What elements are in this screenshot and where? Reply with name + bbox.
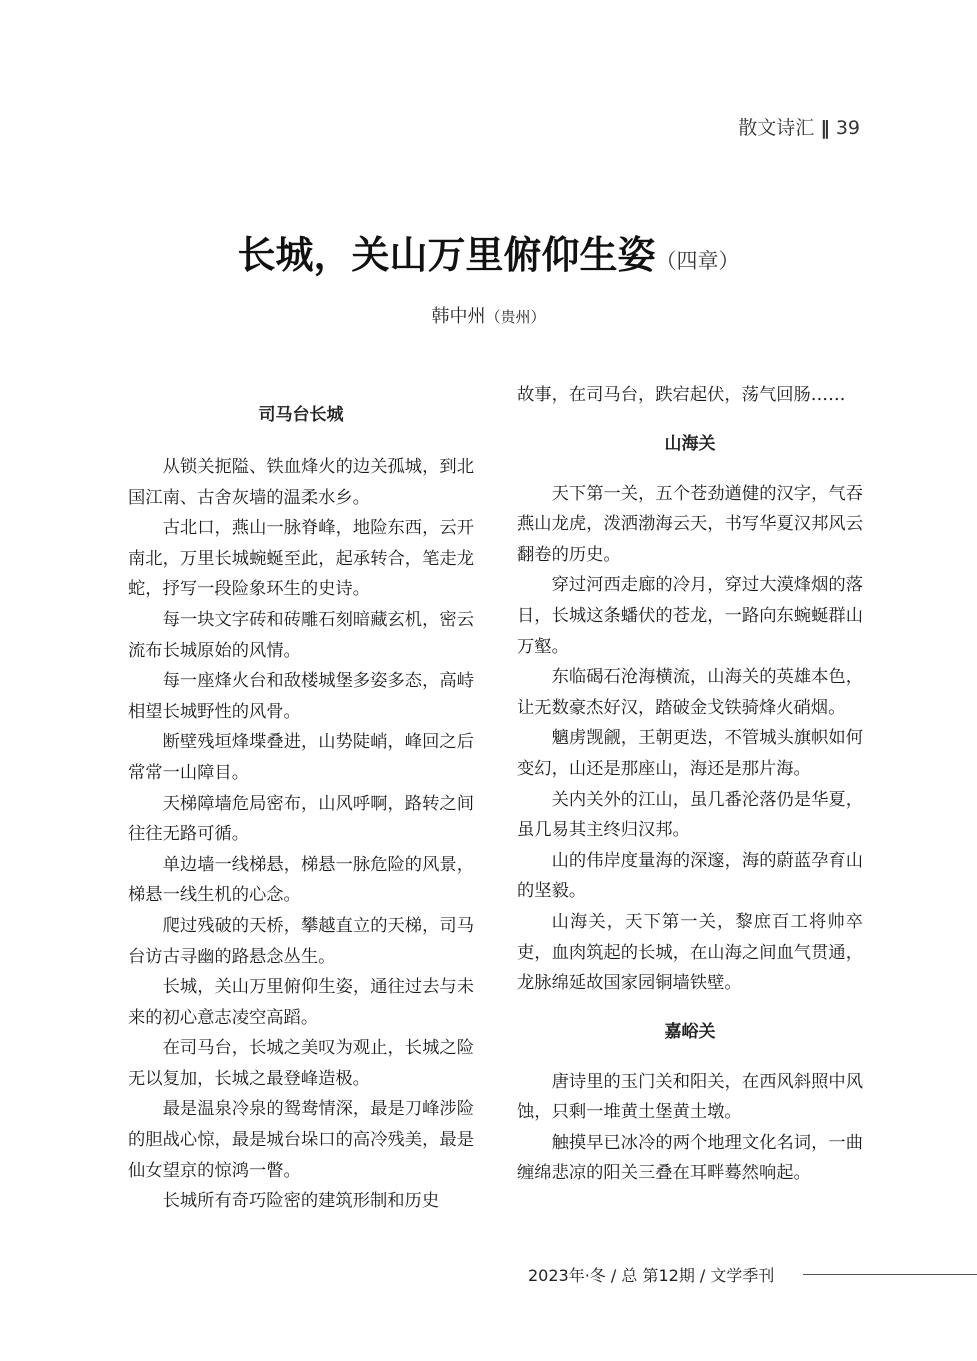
page-title: 长城，关山万里俯仰生姿 (237, 232, 656, 277)
paragraph: 从锁关扼隘、铁血烽火的边关孤城，到北国江南、古舍灰墙的温柔水乡。 (128, 457, 474, 508)
section-title-jiayuguan: 嘉峪关 (664, 1021, 716, 1042)
paragraph: 天梯障墙危局密布，山风呼啊，路转之间往往无路可循。 (128, 793, 474, 845)
paragraph: 古北口，燕山一脉脊峰，地险东西，云开南北，万里长城蜿蜒至此，起承转合，笔走龙蛇，抒写一段险象环生的史诗。 (128, 518, 474, 600)
author-place: （贵州） (485, 308, 546, 326)
paragraph: 触摸早已冰冷的两个地理文化名词，一曲缠绵悲凉的阳关三叠在耳畔蓦然响起。 (517, 1132, 863, 1184)
paragraph: 在司马台，长城之美叹为观止，长城之险无以复加，长城之最登峰造极。 (128, 1038, 474, 1089)
paragraph: 唐诗里的玉门关和阳关，在西风斜照中风蚀，只剩一堆黄土堡黄土墩。 (517, 1071, 863, 1123)
right-column (517, 380, 863, 1189)
section-title-simatai: 司马台长城 (258, 405, 344, 425)
paragraph: 单边墙一线梯悬，梯悬一脉危险的风景，梯悬一线生机的心念。 (128, 854, 474, 906)
page-number: 39 (835, 117, 860, 139)
paragraph: 最是温泉冷泉的鸳鸯情深，最是刀峰涉险的胆战心惊，最是城台垛口的高冷残美，最是仙女望京的惊鸿一瞥。 (128, 1099, 474, 1181)
header-separator: ‖ (820, 117, 830, 139)
paragraph: 天下第一关，五个苍劲遒健的汉字，气吞燕山龙虎，泼洒渤海云天，书写华夏汉邦风云翻卷的历史。 (517, 483, 863, 565)
title-block (0, 224, 977, 279)
running-header (738, 113, 860, 140)
continued-paragraph: 故事，在司马台，跌宕起伏，荡气回肠…… (517, 385, 846, 405)
footer-issue: 2023年·冬 / 总 第12期 / 文学季刊 (528, 1266, 775, 1285)
paragraph: 魑虏觊觎，王朝更迭，不管城头旗帜如何变幻，山还是那座山，海还是那片海。 (517, 728, 863, 779)
paragraph: 关内关外的江山，虽几番沦落仍是华夏，虽几易其主终归汉邦。 (517, 789, 863, 841)
paragraph: 穿过河西走廊的冷月，穿过大漠烽烟的落日，长城这条蟠伏的苍龙，一路向东蜿蜒群山万壑。 (517, 575, 863, 657)
paragraph: 长城所有奇巧险密的建筑形制和历史 (162, 1191, 440, 1212)
paragraph: 爬过残破的天桥，攀越直立的天梯，司马台访古寻幽的路悬念丛生。 (128, 915, 474, 967)
paragraph: 断壁残垣烽堞叠进，山势陡峭，峰回之后常常一山障目。 (128, 732, 474, 783)
footer-rule (803, 1274, 977, 1275)
paragraph: 山的伟岸度量海的深邃，海的蔚蓝孕育山的坚毅。 (517, 850, 863, 902)
byline (0, 302, 977, 328)
paragraph: 长城，关山万里俯仰生姿，通往过去与未来的初心意志凌空高蹈。 (128, 977, 474, 1028)
paragraph: 山海关，天下第一关，黎庶百工将帅卒吏，血肉筑起的长城，在山海之间血气贯通，龙脉绵延故国家园铜墙铁壁。 (517, 911, 863, 994)
section-title-shanhaiguan: 山海关 (664, 433, 716, 454)
author-name: 韩中州 (431, 306, 486, 327)
section-name: 散文诗汇 (738, 117, 815, 139)
left-column (128, 380, 474, 1217)
paragraph: 每一座烽火台和敌楼城堡多姿多态，高峙相望长城野性的风骨。 (128, 671, 474, 722)
paragraph: 东临碣石沧海横流，山海关的英雄本色，让无数豪杰好汉，踏破金戈铁骑烽火硝烟。 (517, 667, 863, 718)
paragraph: 每一块文字砖和砖雕石刻暗藏玄机，密云流布长城原始的风情。 (128, 609, 474, 661)
page-subtitle: （四章） (655, 249, 740, 273)
